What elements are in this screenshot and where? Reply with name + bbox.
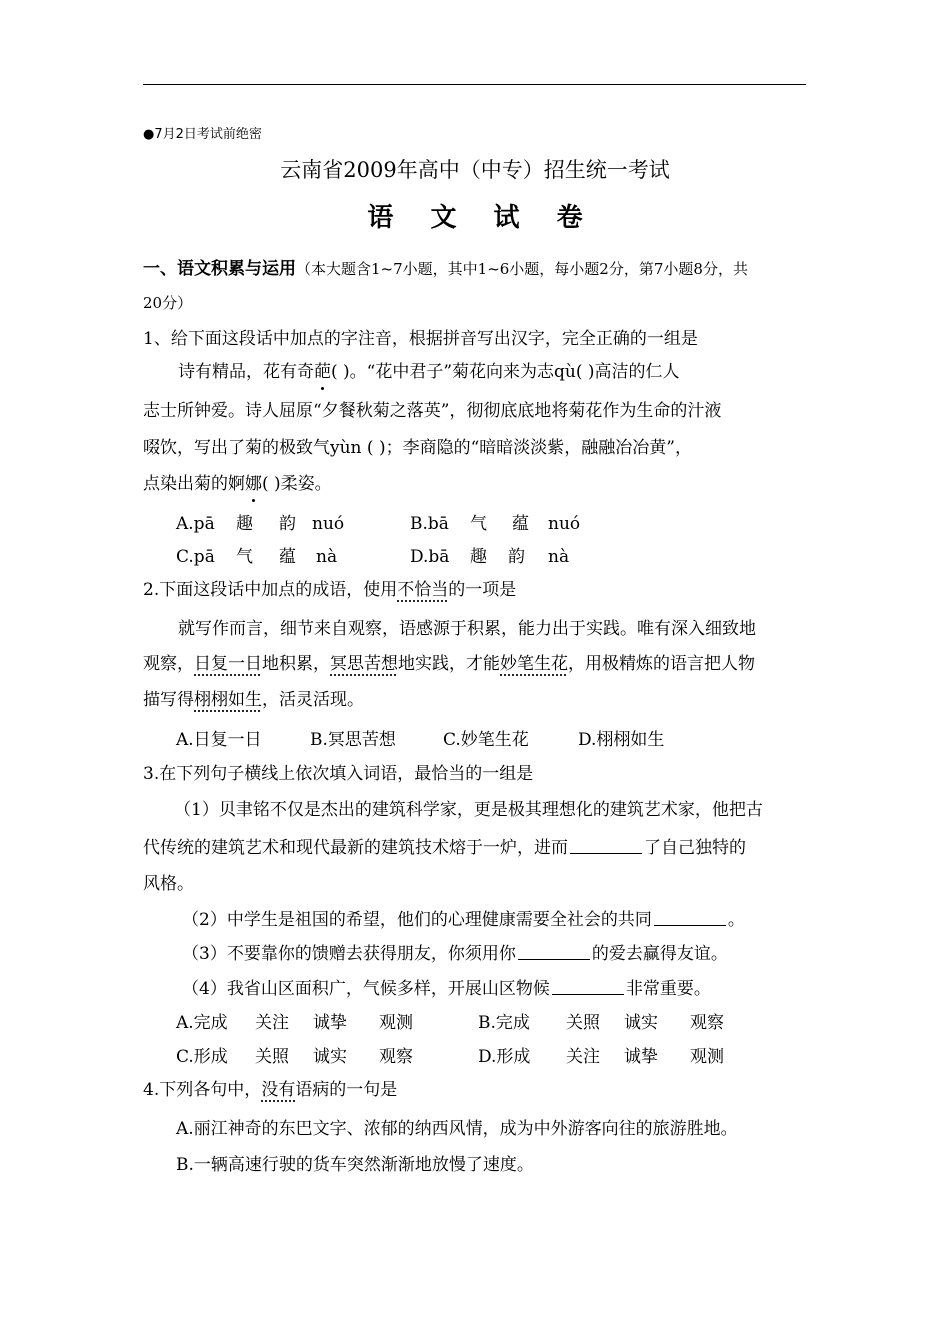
option-term: 诚挚: [624, 1047, 658, 1067]
header-rule: [143, 84, 806, 85]
q2-dotted-word: 不恰当: [397, 580, 449, 600]
q3-text: 。: [727, 910, 745, 930]
option-term: nà: [316, 547, 338, 567]
option-term: 观测: [690, 1047, 724, 1067]
q2-passage-line1: 就写作而言，细节来自观察，语感源于积累，能力出于实践。唯有深入细致地: [178, 619, 756, 639]
q4-option-a: A.丽江神奇的东巴文字、浓郁的纳西风情，成为中外游客向往的旅游胜地。: [176, 1119, 738, 1139]
q2-passage-line2: [143, 656, 755, 673]
q3-sentence3: [182, 945, 728, 963]
q1-passage-line1: [178, 364, 680, 381]
q3-text: 的爱去赢得友谊。: [591, 944, 728, 964]
q3-text: 非常重要。: [625, 979, 711, 999]
q3-text: 代传统的建筑艺术和现代最新的建筑技术熔于一炉，进而: [143, 838, 568, 858]
option-term: 气: [236, 547, 253, 567]
q3-blank-3[interactable]: [518, 945, 590, 960]
option-term: 韵: [279, 514, 296, 534]
option-term: 诚实: [313, 1047, 347, 1067]
q3-blank-1[interactable]: [570, 839, 642, 854]
option-term: 观测: [379, 1013, 413, 1033]
option-term: 趣: [236, 514, 253, 534]
option-term: nà: [548, 547, 570, 567]
option-term: 关照: [255, 1047, 289, 1067]
option-term: 观察: [690, 1013, 724, 1033]
q2-option-d: D.栩栩如生: [578, 730, 665, 750]
option-term: 关照: [566, 1013, 600, 1033]
q3-blank-4[interactable]: [552, 980, 624, 995]
option-label: C.形成: [176, 1047, 228, 1067]
q3-sentence1-line3: 风格。: [143, 874, 194, 894]
q1-passage-line4: [143, 476, 332, 493]
q3-sentence1-line1: （1）贝聿铭不仅是杰出的建筑科学家，更是极其理想化的建筑艺术家，他把古: [174, 800, 763, 820]
option-label: C.pā: [176, 547, 215, 567]
option-term: nuó: [548, 514, 581, 534]
confidential-note: ●7月2日考试前绝密: [143, 127, 262, 142]
q2-text: 地实践，才能: [398, 654, 500, 674]
q2-text: ，活灵活现。: [262, 690, 364, 710]
q4-text: 4.下列各句中，: [143, 1080, 262, 1100]
paper-subtitle: 语 文 试 卷: [367, 203, 597, 233]
q2-text: ，用极精炼的语言把人物: [568, 654, 755, 674]
option-label: B.bā: [410, 514, 449, 534]
option-term: 蕴: [279, 547, 296, 567]
q4-dotted-word: 没有: [261, 1080, 296, 1100]
q2-dotted-word: 栩栩如生: [194, 690, 262, 710]
option-term: nuó: [312, 514, 345, 534]
q1-text: ( )柔姿。: [262, 474, 332, 494]
q2-dotted-word: 冥思苦想: [330, 654, 398, 674]
option-label: A.完成: [176, 1013, 228, 1033]
option-term: 关注: [255, 1013, 289, 1033]
option-label: D.形成: [478, 1047, 531, 1067]
exam-title: 云南省2009年高中（中专）招生统一考试: [280, 158, 670, 182]
q3-sentence2: [182, 911, 745, 929]
option-term: 诚实: [624, 1013, 658, 1033]
q2-dotted-word: 日复一日: [194, 654, 262, 674]
q2-text: 的一项是: [448, 580, 517, 600]
q3-text: （3）不要靠你的馈赠去获得朋友，你须用你: [182, 944, 516, 964]
option-term: 观察: [379, 1047, 413, 1067]
q1-dotted-char: 葩: [314, 362, 331, 382]
q2-text: 描写得: [143, 690, 194, 710]
q2-option-b: B.冥思苦想: [310, 730, 396, 750]
q1-passage-line3: 啜饮，写出了菊的极致气yùn ( )；李商隐的“暗暗淡淡紫，融融冶冶黄”，: [143, 438, 692, 458]
q4-text: 语病的一句是: [295, 1080, 398, 1100]
option-label: A.pā: [176, 514, 215, 534]
q3-text: （2）中学生是祖国的希望，他们的心理健康需要全社会的共同: [182, 910, 652, 930]
q3-blank-2[interactable]: [654, 911, 726, 926]
section1-heading: 一、语文积累与运用: [143, 259, 296, 279]
option-term: 气: [470, 514, 487, 534]
option-term: 诚挚: [313, 1013, 347, 1033]
section1-info-cont: 20分）: [143, 294, 193, 312]
option-term: 韵: [508, 547, 525, 567]
q1-stem: 1、给下面这段话中加点的字注音，根据拼音写出汉字，完全正确的一组是: [143, 329, 698, 349]
q3-text: （4）我省山区面积广，气候多样，开展山区物候: [182, 979, 550, 999]
q1-text: 点染出菊的婀: [143, 474, 245, 494]
q2-passage-line3: [143, 692, 364, 709]
q2-dotted-word: 妙笔生花: [500, 654, 568, 674]
option-term: 蕴: [512, 514, 529, 534]
q1-passage-line2: 志士所钟爱。诗人屈原“夕餐秋菊之落英”，彻彻底底地将菊花作为生命的汁液: [143, 401, 722, 421]
q1-text: ( )。“花中君子”菊花向来为志qù( )高洁的仁人: [331, 362, 680, 382]
q3-sentence1-line2: [143, 839, 746, 857]
q4-option-b: B.一辆高速行驶的货车突然渐渐地放慢了速度。: [176, 1155, 534, 1175]
option-term: 关注: [566, 1047, 600, 1067]
q1-text: 诗有精品，花有奇: [178, 362, 314, 382]
option-term: 趣: [470, 547, 487, 567]
section1-info: （本大题含1~7小题，其中1~6小题，每小题2分，第7小题8分，共: [296, 260, 748, 278]
option-label: B.完成: [478, 1013, 530, 1033]
q3-text: 了自己独特的: [644, 838, 746, 858]
q2-text: 地积累，: [262, 654, 330, 674]
q2-option-a: A.日复一日: [176, 730, 262, 750]
q2-text: 2.下面这段话中加点的成语，使用: [143, 580, 398, 600]
q3-stem: 3.在下列句子横线上依次填入词语，最恰当的一组是: [143, 764, 534, 784]
q2-stem: [143, 582, 516, 599]
q2-text: 观察，: [143, 654, 194, 674]
q3-sentence4: [182, 980, 711, 998]
q4-stem: [143, 1082, 397, 1099]
option-label: D.bā: [410, 547, 450, 567]
q1-dotted-char: 娜: [245, 474, 262, 494]
section1-heading-line: [143, 261, 748, 278]
q2-option-c: C.妙笔生花: [443, 730, 529, 750]
